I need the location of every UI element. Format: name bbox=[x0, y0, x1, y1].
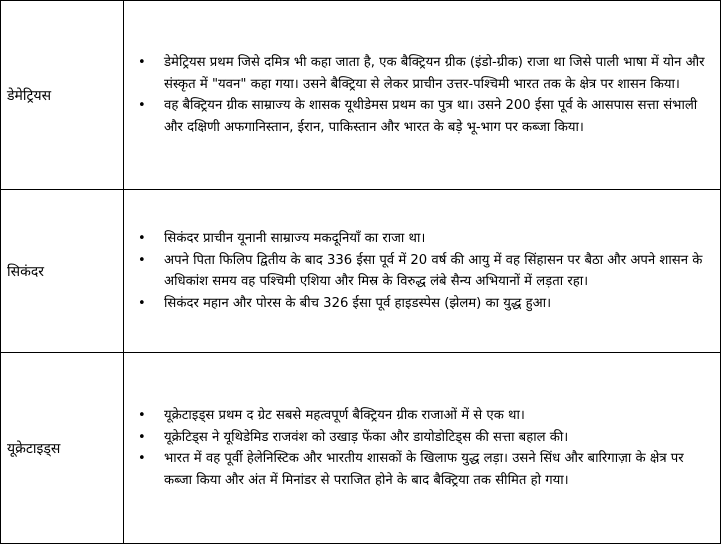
bullet-item: • वह बैक्ट्रियन ग्रीक साम्राज्य के शासक यूथीडेमस प्रथम का पुत्र था। उसने 200 ईसा पूर्व के आसपास सत्ता संभाली और दक्षिणी अफगानिस्तान, ईरान, पाकिस्तान और भारत के बड़े भू-भाग पर कब्जा किया। bbox=[164, 95, 710, 138]
ruler-name: सिकंदर bbox=[7, 263, 45, 280]
bullet-list bbox=[164, 228, 710, 314]
ruler-name: डेमेट्रियस bbox=[7, 87, 52, 104]
bullet-item: • यूक्रेटिड्स ने यूथिडेमिड राजवंश को उखाड़ फेंका और डायोडोटिड्स की सत्ता बहाल की। bbox=[164, 427, 710, 449]
bullet-item: • सिकंदर महान और पोरस के बीच 326 ईसा पूर्व हाइडस्पेस (झेलम) का युद्ध हुआ। bbox=[164, 293, 710, 315]
ruler-description-cell bbox=[124, 353, 721, 544]
table-row bbox=[1, 1, 721, 190]
bullet-item: • यूक्रेटाइड्स प्रथम द ग्रेट सबसे महत्वपूर्ण बैक्ट्रियन ग्रीक राजाओं में से एक था। bbox=[164, 405, 710, 427]
ruler-description-cell bbox=[124, 190, 721, 353]
bullet-item: • भारत में वह पूर्वी हेलेनिस्टिक और भारतीय शासकों के खिलाफ युद्ध लड़ा। उसने सिंध और बारिगाज़ा के क्षेत्र पर कब्जा किया और अंत में मिनांडर से पराजित होने के बाद बैक्ट्रिया तक सीमित हो गया। bbox=[164, 448, 710, 491]
ruler-name-cell bbox=[1, 353, 124, 544]
bullet-item: • सिकंदर प्राचीन यूनानी साम्राज्य मकदूनियाँ का राजा था। bbox=[164, 228, 710, 250]
table-row bbox=[1, 190, 721, 353]
table-row bbox=[1, 353, 721, 544]
bullet-list bbox=[164, 52, 710, 138]
bullet-item: • डेमेट्रियस प्रथम जिसे दमित्र भी कहा जाता है, एक बैक्ट्रियन ग्रीक (इंडो-ग्रीक) राजा था जिसे पाली भाषा में योन और संस्कृत में "यवन" कहा गया। उसने बैक्ट्रिया से लेकर प्राचीन उत्तर-पश्चिमी भारत तक के क्षेत्र पर शासन किया। bbox=[164, 52, 710, 95]
ruler-name: यूक्रेटाइड्स bbox=[7, 440, 61, 457]
bullet-item: • अपने पिता फिलिप द्वितीय के बाद 336 ईसा पूर्व में 20 वर्ष की आयु में वह सिंहासन पर बैठा और अपने शासन के अधिकांश समय वह पश्चिमी एशिया और मिस्र के विरुद्ध लंबे सैन्य अभियानों में लड़ता रहा। bbox=[164, 250, 710, 293]
bullet-list bbox=[164, 405, 710, 491]
ruler-description-cell bbox=[124, 1, 721, 190]
ruler-name-cell bbox=[1, 190, 124, 353]
ruler-name-cell bbox=[1, 1, 124, 190]
